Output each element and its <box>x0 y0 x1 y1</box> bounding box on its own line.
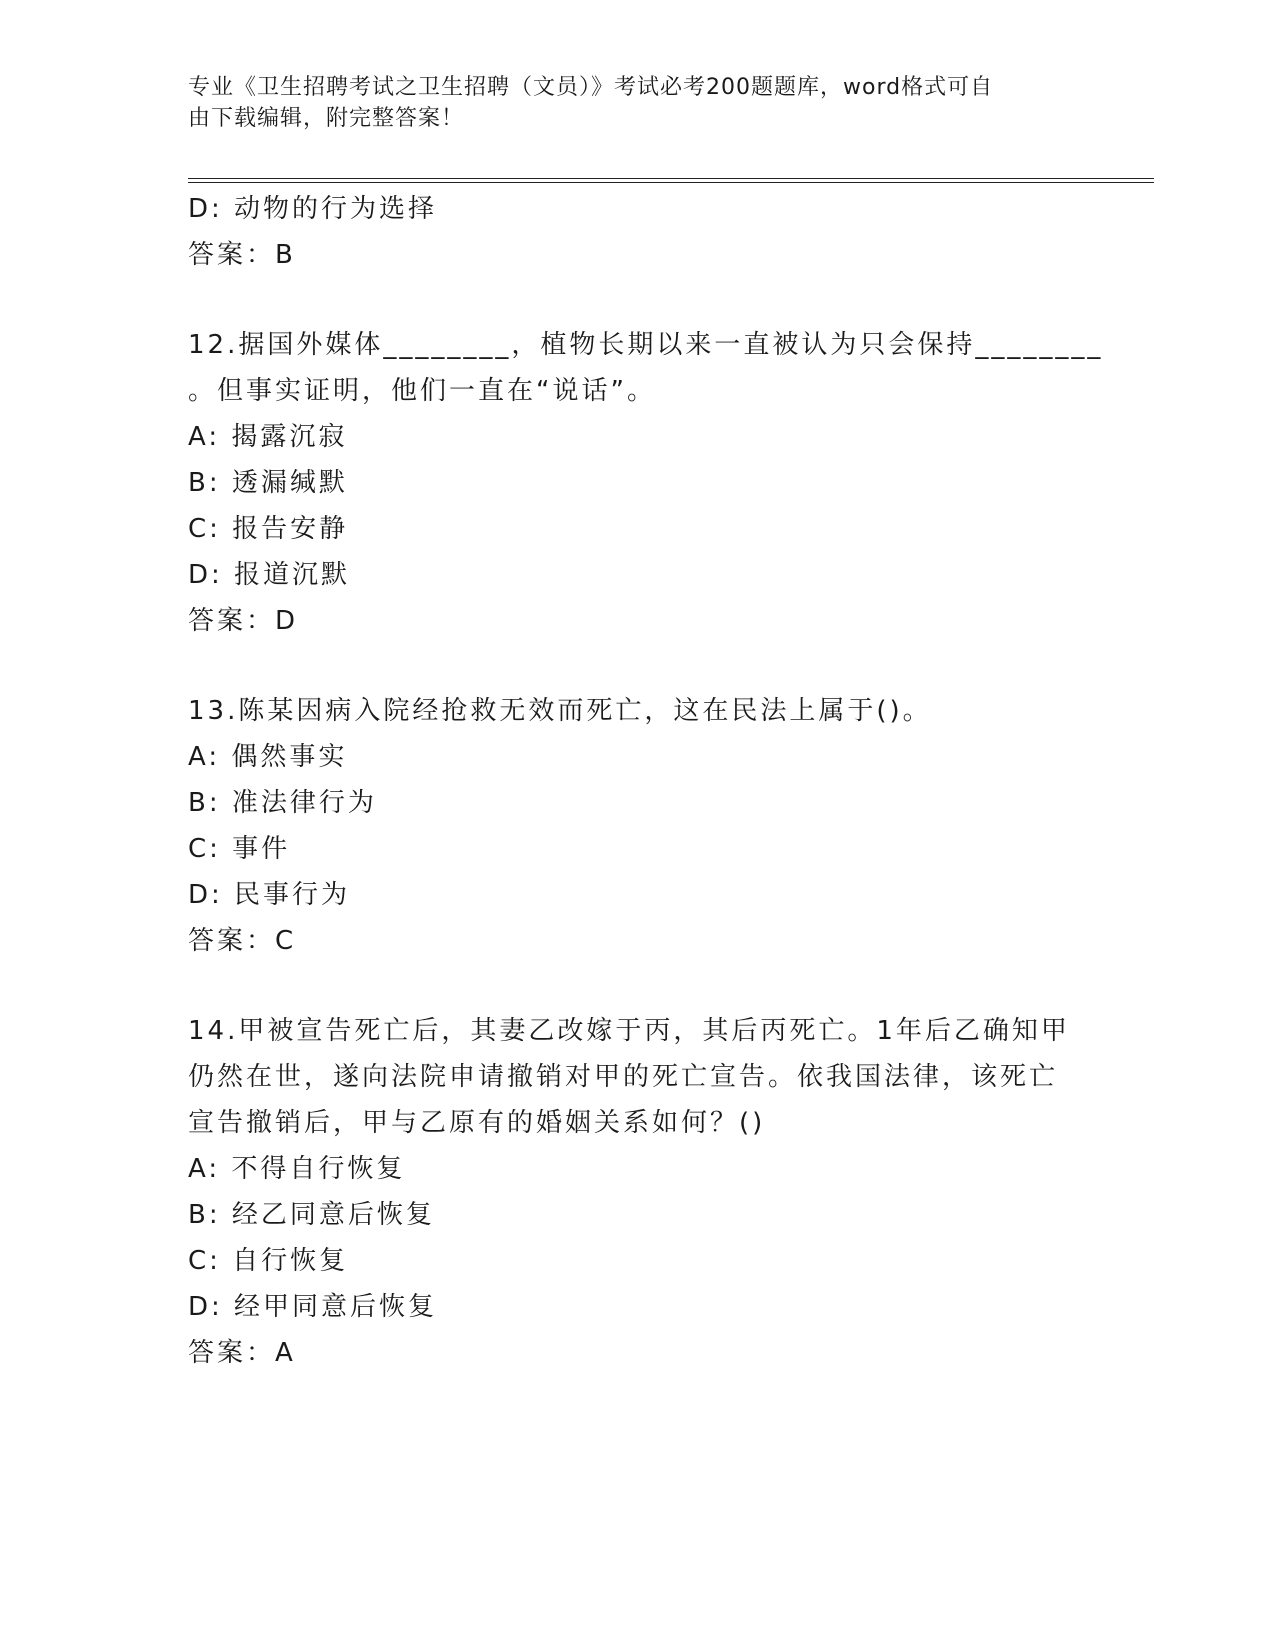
option-c: C: 自行恢复 <box>188 1246 349 1276</box>
question-text-line: 12.据国外媒体________，植物长期以来一直被认为只会保持________ <box>188 330 1104 360</box>
header-divider <box>188 178 1154 183</box>
option-d: D: 报道沉默 <box>188 560 351 590</box>
question-text-line: 13.陈某因病入院经抢救无效而死亡，这在民法上属于()。 <box>188 696 932 726</box>
page-header <box>188 72 1088 134</box>
answer-line: 答案：A <box>188 1338 296 1368</box>
document-body <box>188 186 1104 1376</box>
option-b: B: 准法律行为 <box>188 788 377 818</box>
question-text-line: 仍然在世，遂向法院申请撤销对甲的死亡宣告。依我国法律，该死亡 <box>188 1062 1059 1092</box>
option-a: A: 偶然事实 <box>188 742 348 772</box>
option-d: D: 动物的行为选择 <box>188 194 438 224</box>
header-line-2: 由下载编辑，附完整答案！ <box>188 106 465 131</box>
option-b: B: 经乙同意后恢复 <box>188 1200 435 1230</box>
answer-line: 答案：B <box>188 240 296 270</box>
option-b: B: 透漏缄默 <box>188 468 348 498</box>
question-text-line: 14.甲被宣告死亡后，其妻乙改嫁于丙，其后丙死亡。1年后乙确知甲 <box>188 1016 1070 1046</box>
option-d: D: 经甲同意后恢复 <box>188 1292 438 1322</box>
option-a: A: 揭露沉寂 <box>188 422 348 452</box>
option-d: D: 民事行为 <box>188 880 351 910</box>
question-text-line: 。但事实证明，他们一直在“说话”。 <box>188 376 656 406</box>
answer-line: 答案：C <box>188 926 297 956</box>
question-text-line: 宣告撤销后，甲与乙原有的婚姻关系如何？() <box>188 1108 766 1138</box>
option-c: C: 事件 <box>188 834 291 864</box>
header-line-1: 专业《卫生招聘考试之卫生招聘（文员）》考试必考200题题库，word格式可自 <box>188 75 994 100</box>
question-block <box>188 688 1088 964</box>
question-block <box>188 322 1104 644</box>
option-c: C: 报告安静 <box>188 514 349 544</box>
option-a: A: 不得自行恢复 <box>188 1154 406 1184</box>
answer-line: 答案：D <box>188 606 299 636</box>
question-block <box>188 1008 1088 1376</box>
